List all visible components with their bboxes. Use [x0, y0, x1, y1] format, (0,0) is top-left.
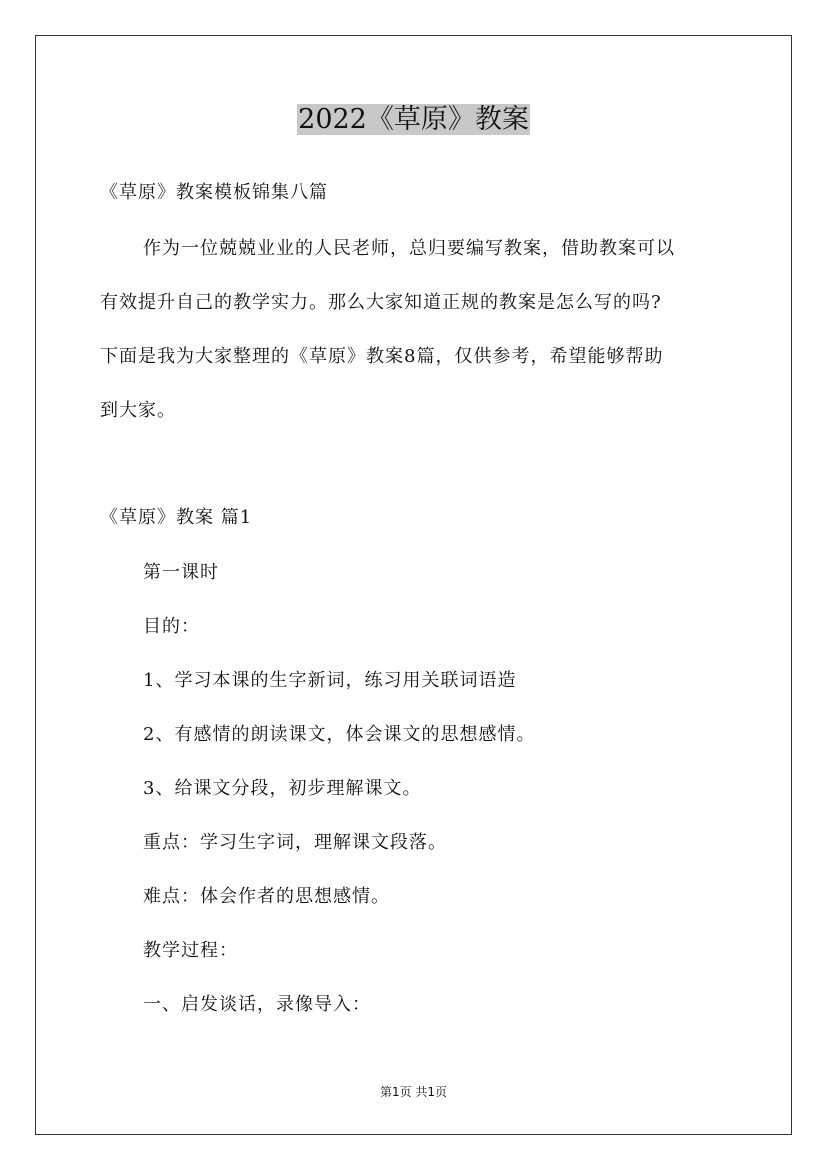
- intro-line-1: 作为一位兢兢业业的人民老师，总归要编写教案，借助教案可以: [143, 238, 675, 259]
- intro-line-2: 有效提升自己的教学实力。那么大家知道正规的教案是怎么写的吗?: [100, 292, 662, 313]
- section-line-2: 目的：: [143, 616, 200, 637]
- intro-line-4: 到大家。: [100, 400, 176, 421]
- section-line-3: 1、学习本课的生字新词，练习用关联词语造: [143, 670, 517, 691]
- section-line-6: 重点：学习生字词，理解课文段落。: [143, 832, 447, 853]
- page-footer: 第1页 共1页: [379, 1085, 448, 1099]
- intro-line-3: 下面是我为大家整理的《草原》教案8篇，仅供参考，希望能够帮助: [100, 346, 664, 367]
- document-subtitle: 《草原》教案模板锦集八篇: [100, 182, 328, 203]
- section-line-5: 3、给课文分段，初步理解课文。: [143, 778, 422, 799]
- document-title: [0, 100, 827, 140]
- section-line-7: 难点：体会作者的思想感情。: [143, 886, 390, 907]
- section-line-1: 第一课时: [143, 562, 219, 583]
- section-line-4: 2、有感情的朗读课文，体会课文的思想感情。: [143, 724, 536, 745]
- document-title-text: 2022《草原》教案: [298, 104, 529, 135]
- section-line-9: 一、启发谈话，录像导入：: [143, 994, 371, 1015]
- section-line-8: 教学过程：: [143, 940, 238, 961]
- section-heading: 《草原》教案 篇1: [100, 507, 253, 528]
